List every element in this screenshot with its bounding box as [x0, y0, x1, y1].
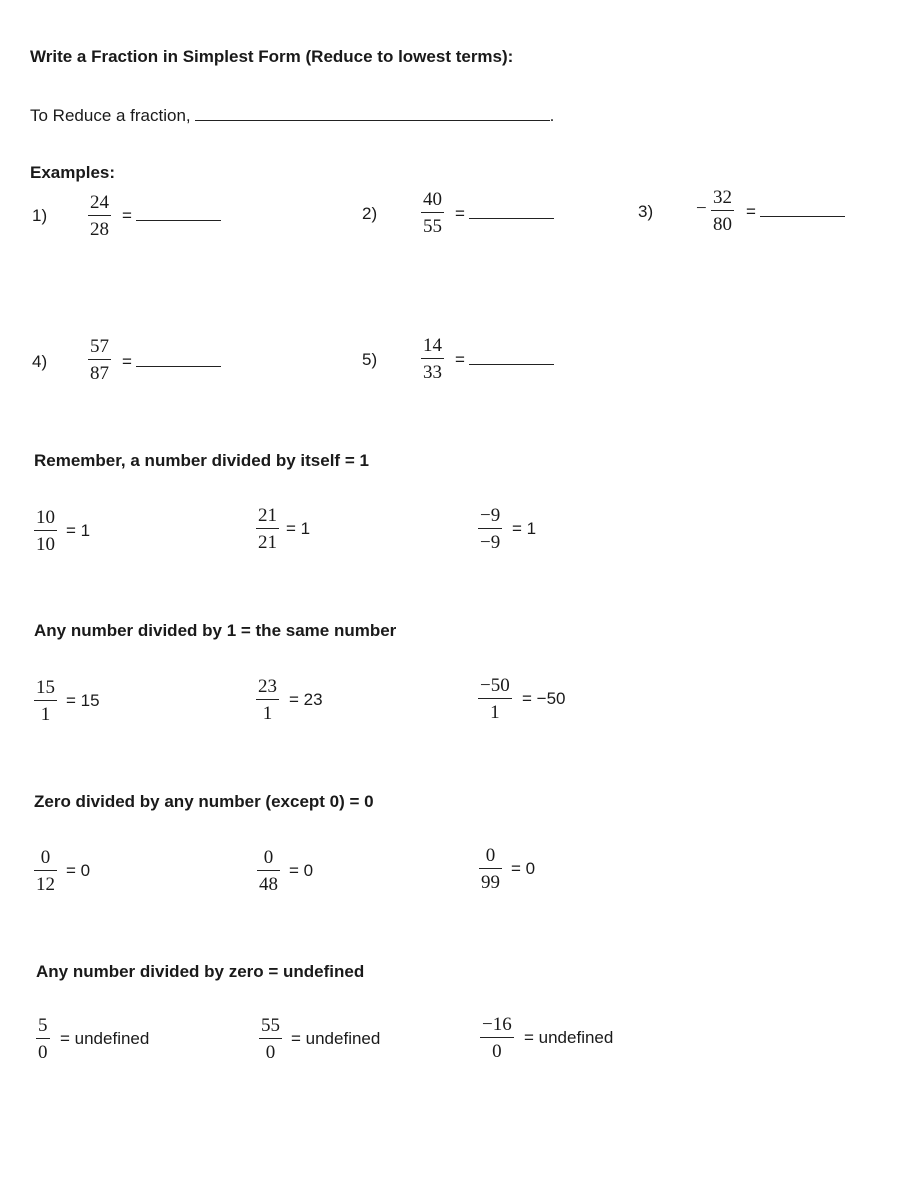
example-answer — [455, 350, 554, 370]
fraction-denominator: 99 — [481, 872, 500, 893]
fraction-numerator: 55 — [261, 1015, 280, 1036]
rule-fraction — [36, 1016, 50, 1062]
examples-label: Examples: — [30, 163, 116, 182]
fraction-result: = undefined — [524, 1028, 614, 1047]
section-heading: Zero divided by any number (except 0) = 0 — [34, 792, 374, 811]
equals-sign: = — [122, 352, 132, 371]
fraction-denominator: 21 — [258, 532, 277, 553]
reduce-rule-prefix: To Reduce a fraction, — [30, 106, 191, 125]
fraction-denominator: 0 — [38, 1042, 48, 1063]
fraction-numerator: 0 — [263, 847, 274, 868]
fraction-numerator: 57 — [90, 336, 109, 357]
fraction-numerator: 24 — [90, 192, 109, 213]
fraction-numerator: 21 — [258, 505, 277, 526]
reduce-rule-blank — [195, 104, 550, 121]
rule-fraction — [479, 846, 502, 892]
example-answer — [122, 352, 221, 372]
example-answer — [455, 204, 554, 224]
fraction-denominator: 33 — [423, 362, 442, 383]
rule-fraction — [34, 508, 57, 554]
example-number: 2) — [362, 204, 378, 223]
fraction-numerator: 23 — [258, 676, 277, 697]
rule-fraction — [256, 677, 279, 723]
example-fraction — [88, 193, 111, 239]
fraction-denominator: −9 — [480, 532, 501, 553]
fraction-numerator: 14 — [423, 335, 442, 356]
answer-blank — [136, 206, 221, 221]
fraction-numerator: 32 — [713, 187, 732, 208]
fraction-numerator: 40 — [423, 189, 442, 210]
answer-blank — [136, 352, 221, 367]
rule-fraction — [34, 678, 57, 724]
rule-fraction — [256, 506, 279, 552]
fraction-result: = 23 — [289, 690, 323, 709]
fraction-result: = 0 — [289, 861, 314, 880]
answer-blank — [469, 350, 554, 365]
fraction-result: = 15 — [66, 691, 100, 710]
fraction-denominator: 0 — [265, 1042, 276, 1063]
equals-sign: = — [455, 350, 465, 369]
fraction-result: = undefined — [291, 1029, 381, 1048]
rule-fraction — [478, 676, 512, 722]
fraction-numerator: 15 — [36, 677, 55, 698]
fraction-denominator: 55 — [423, 216, 442, 237]
rule-fraction — [34, 848, 57, 894]
fraction-denominator: 0 — [492, 1041, 502, 1062]
fraction-result: = undefined — [60, 1029, 150, 1048]
example-fraction — [711, 188, 734, 234]
fraction-denominator: 1 — [40, 704, 51, 725]
answer-blank — [760, 202, 845, 217]
fraction-result: = 0 — [511, 859, 536, 878]
fraction-denominator: 48 — [259, 874, 278, 895]
rule-fraction — [478, 506, 502, 552]
reduce-rule-suffix: . — [549, 106, 555, 125]
fraction-numerator: −9 — [480, 505, 501, 526]
fraction-numerator: 10 — [36, 507, 55, 528]
fraction-denominator: 10 — [36, 534, 55, 555]
example-answer — [746, 202, 845, 222]
fraction-numerator: 0 — [485, 845, 496, 866]
fraction-numerator: 0 — [40, 847, 51, 868]
section-heading: Remember, a number divided by itself = 1 — [34, 451, 369, 470]
rule-fraction — [259, 1016, 282, 1062]
fraction-numerator: −16 — [482, 1014, 512, 1035]
example-answer — [122, 206, 221, 226]
equals-sign: = — [455, 204, 465, 223]
fraction-denominator: 87 — [90, 363, 109, 384]
fraction-denominator: 12 — [36, 874, 55, 895]
equals-sign: = — [746, 202, 756, 221]
rule-fraction — [480, 1015, 514, 1061]
fraction-denominator: 1 — [262, 703, 273, 724]
equals-sign: = — [122, 206, 132, 225]
example-number: 4) — [32, 352, 48, 371]
worksheet-title: Write a Fraction in Simplest Form (Reduce to lowest terms): — [30, 47, 514, 66]
fraction-result: = 0 — [66, 861, 91, 880]
example-fraction — [88, 337, 111, 383]
answer-blank — [469, 204, 554, 219]
fraction-denominator: 1 — [490, 702, 500, 723]
example-number: 1) — [32, 206, 48, 225]
fraction-result: = −50 — [522, 689, 566, 708]
fraction-result: = 1 — [66, 521, 91, 540]
section-heading: Any number divided by 1 = the same number — [34, 621, 397, 640]
fraction-numerator: −50 — [480, 675, 510, 696]
example-number: 5) — [362, 350, 378, 369]
example-number: 3) — [638, 202, 654, 221]
fraction-denominator: 28 — [90, 219, 109, 240]
fraction-denominator: 80 — [713, 214, 732, 235]
section-heading: Any number divided by zero = undefined — [36, 962, 365, 981]
example-fraction — [421, 190, 444, 236]
fraction-result: = 1 — [512, 519, 537, 538]
fraction-numerator: 5 — [38, 1015, 48, 1036]
fraction-result: = 1 — [286, 519, 311, 538]
reduce-rule-line — [30, 104, 554, 126]
example-fraction — [421, 336, 444, 382]
negative-sign: − — [696, 198, 707, 219]
rule-fraction — [257, 848, 280, 894]
